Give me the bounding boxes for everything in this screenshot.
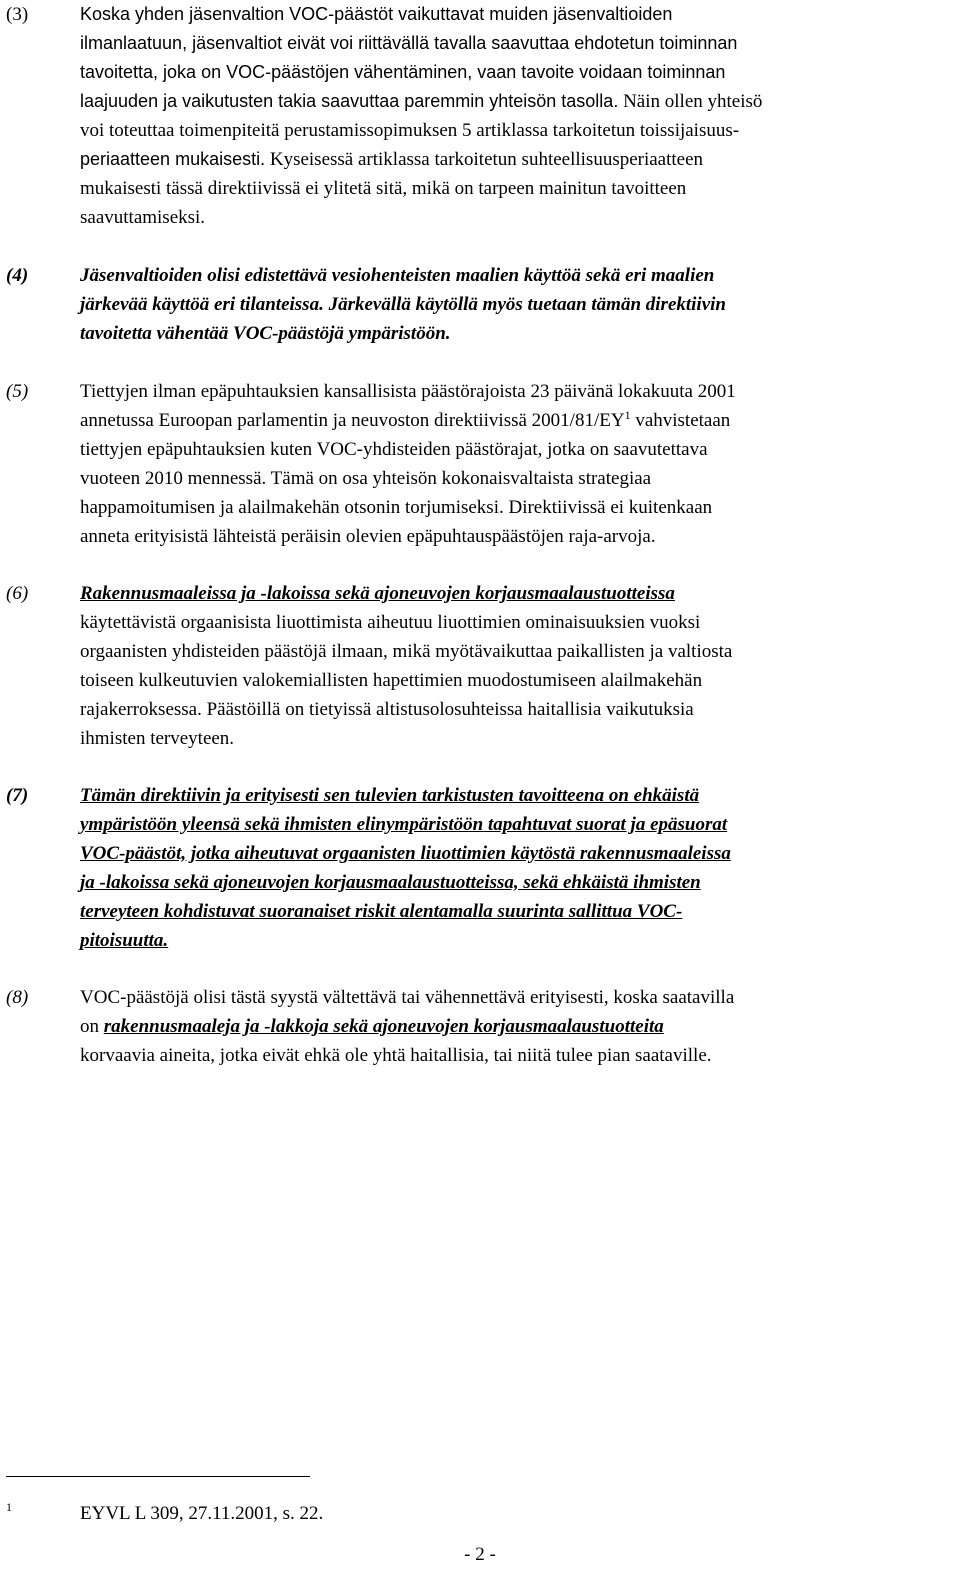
footnote-separator (6, 1476, 310, 1477)
text-run: periaatteen mukaisesti. (80, 149, 266, 169)
paragraph-7 (0, 781, 960, 955)
text-line (80, 406, 950, 435)
text-line: mukaisesti tässä direktiivissä ei ylitetä sitä, mikä on tarpeen mainitun tavoitteen (80, 178, 687, 199)
text-line: toiseen kulkeutuvien valokemiallisten hapettimien muodostumiseen alailmakehän (80, 670, 703, 691)
text-line: tiettyjen epäpuhtauksien kuten VOC-yhdisteiden päästörajat, jotka on saavutettava (80, 439, 708, 460)
text-run: rakennusmaaleja ja -lakkoja sekä ajoneuvojen korjausmaalaustuotteita (103, 1016, 664, 1037)
text-run: Kyseisessä artiklassa tarkoitetun suhteellisuusperiaatteen (269, 149, 704, 170)
text-line (80, 290, 950, 319)
text-line: ilmanlaatuun, jäsenvaltiot eivät voi riittävällä tavalla saavuttaa ehdotetun toiminnan (80, 33, 738, 53)
paragraph-number: (3) (6, 4, 29, 25)
text-line: Jäsenvaltioiden olisi edistettävä vesiohenteisten maalien käyttöä sekä eri maalien (80, 265, 715, 286)
text-line (80, 87, 950, 116)
text-line: Rakennusmaaleissa ja -lakoissa sekä ajoneuvojen korjausmaalaustuotteissa (80, 583, 675, 604)
paragraph-5 (0, 377, 960, 551)
footnote-text: EYVL L 309, 27.11.2001, s. 22. (80, 1503, 324, 1524)
paragraph-number: (8) (6, 987, 29, 1008)
text-line: pitoisuutta. (80, 930, 169, 951)
text-line: käytettävistä orgaanisista liuottimista aiheutuu liuottimien ominaisuuksien vuoksi (80, 612, 701, 633)
text-line: tavoitetta vähentää VOC-päästöjä ympäristöön. (80, 323, 451, 344)
text-run: laajuuden ja vaikutusten takia saavuttaa paremmin yhteisön tasolla. (80, 91, 619, 111)
footnote-mark: 1 (6, 1500, 12, 1514)
paragraph-4 (0, 261, 960, 348)
paragraph-text (80, 0, 950, 232)
paragraph-8 (0, 983, 960, 1070)
text-line: happamoitumisen ja alailmakehän otsonin torjumiseksi. Direktiivissä ei kuitenkaan (80, 497, 713, 518)
text-run: annetussa Euroopan parlamentin ja neuvoston direktiivissä 2001/81/EY (80, 410, 625, 431)
paragraph-text (80, 781, 950, 955)
paragraph-text (80, 261, 950, 348)
text-line: anneta erityisistä lähteistä peräisin olevien epäpuhtauspäästöjen raja-arvoja. (80, 526, 656, 547)
text-run: järkevää käyttöä eri tilanteissa. (80, 294, 324, 315)
text-line (80, 1012, 950, 1041)
text-line: rajakerroksessa. Päästöillä on tietyissä altistusolosuhteissa haitallisia vaikutuksia (80, 699, 694, 720)
text-run: on (80, 1016, 99, 1037)
text-line: ympäristöön yleensä sekä ihmisten elinympäristöön tapahtuvat suorat ja epäsuorat (80, 814, 728, 835)
paragraph-text (80, 983, 950, 1070)
text-run: Näin ollen yhteisö (623, 91, 763, 112)
text-line: Tämän direktiivin ja erityisesti sen tulevien tarkistusten tavoitteena on ehkäistä (80, 785, 700, 806)
text-line: vuoteen 2010 mennessä. Tämä on osa yhteisön kokonaisvaltaista strategiaa (80, 468, 652, 489)
page-number: - 2 - (464, 1544, 496, 1565)
text-run: Järkevällä käytöllä myös tuetaan tämän direktiivin (328, 294, 726, 315)
paragraph-number: (5) (6, 381, 29, 402)
text-line: ja -lakoissa sekä ajoneuvojen korjausmaalaustuotteissa, sekä ehkäistä ihmisten (80, 872, 701, 893)
paragraph-3 (0, 0, 960, 232)
text-line: voi toteuttaa toimenpiteitä perustamissopimuksen 5 artiklassa tarkoitetun toissijaisuus- (80, 120, 740, 141)
paragraph-number: (7) (6, 785, 29, 806)
text-line: VOC-päästöjä olisi tästä syystä vältettävä tai vähennettävä erityisesti, koska saatavilla (80, 987, 735, 1008)
paragraph-6 (0, 579, 960, 753)
text-line: terveyteen kohdistuvat suoranaiset riskit alentamalla suurinta sallittua VOC- (80, 901, 683, 922)
text-line: saavuttamiseksi. (80, 207, 206, 228)
text-line: korvaavia aineita, jotka eivät ehkä ole yhtä haitallisia, tai niitä tulee pian saataville. (80, 1045, 712, 1066)
text-line: tavoitetta, joka on VOC-päästöjen vähentäminen, vaan tavoite voidaan toiminnan (80, 62, 726, 82)
footnote-reference: 1 (624, 408, 631, 422)
text-run: vahvistetaan (635, 410, 731, 431)
text-line: Tiettyjen ilman epäpuhtauksien kansallisista päästörajoista 23 päivänä lokakuuta 2001 (80, 381, 736, 402)
text-line: Koska yhden jäsenvaltion VOC-päästöt vaikuttavat muiden jäsenvaltioiden (80, 4, 673, 24)
paragraph-text (80, 579, 950, 753)
text-line: VOC-päästöt, jotka aiheutuvat orgaanisten liuottimien käytöstä rakennusmaaleissa (80, 843, 731, 864)
paragraph-text (80, 377, 950, 551)
paragraph-number: (4) (6, 265, 29, 286)
text-line (80, 145, 950, 174)
paragraph-number: (6) (6, 583, 29, 604)
text-line: orgaanisten yhdisteiden päästöjä ilmaan, mikä myötävaikuttaa paikallisten ja valtiosta (80, 641, 733, 662)
text-line: ihmisten terveyteen. (80, 728, 235, 749)
